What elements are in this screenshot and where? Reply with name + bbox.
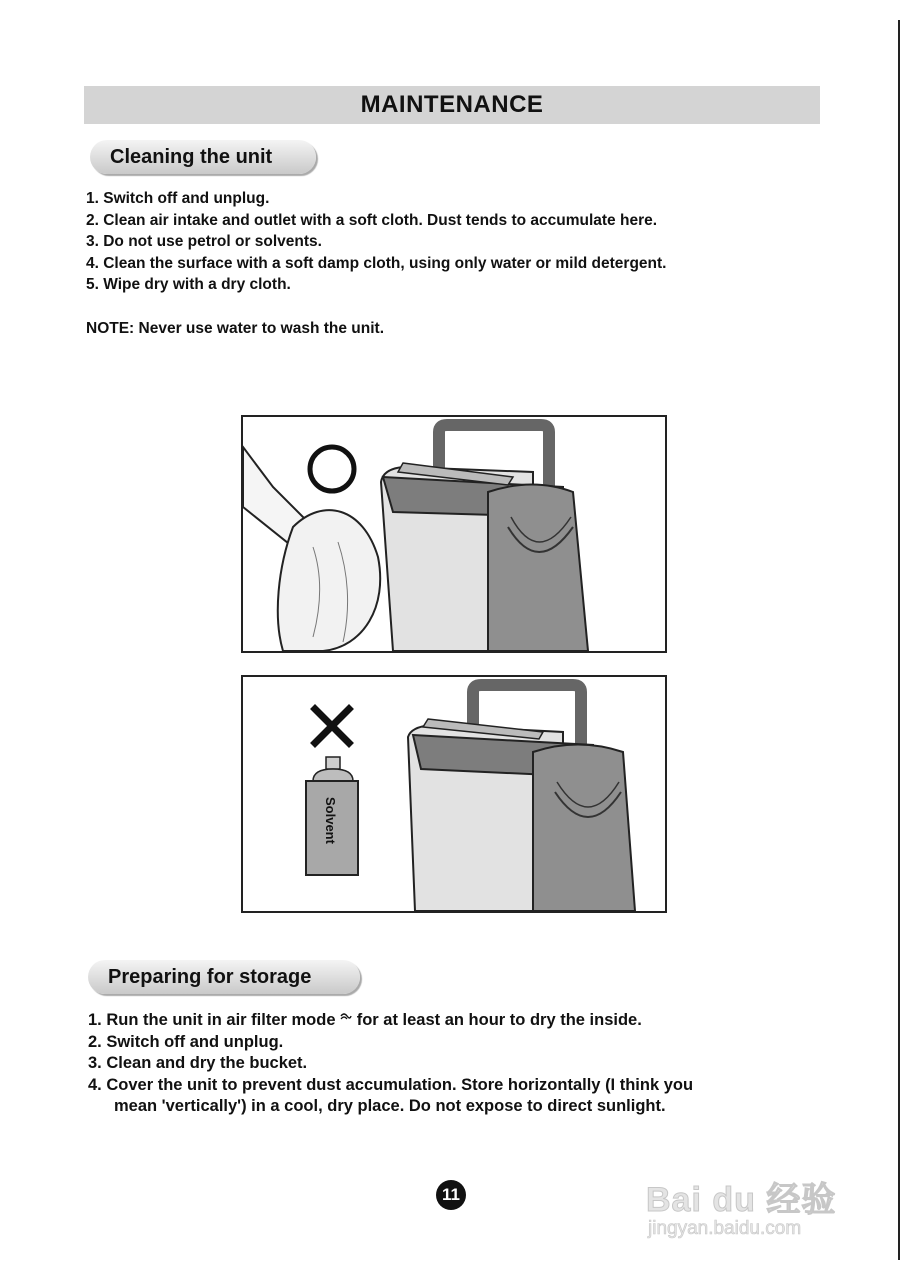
storage-step: 3. Clean and dry the bucket. xyxy=(88,1054,308,1072)
cleaning-step: 5. Wipe dry with a dry cloth. xyxy=(86,276,291,293)
cleaning-step: 1. Switch off and unplug. xyxy=(86,190,270,207)
page-edge-rule xyxy=(898,20,900,1260)
air-filter-mode-icon xyxy=(340,1010,352,1022)
illustration-cloth-ok xyxy=(241,415,667,653)
section-heading-storage: Preparing for storage xyxy=(88,960,360,994)
illustration-solvent-no xyxy=(241,675,667,913)
storage-step-text: mean 'vertically') in a cool, dry place. Do not expose to direct sunlight. xyxy=(114,1097,666,1115)
storage-step-text: for at least an hour to dry the inside. xyxy=(352,1011,642,1029)
cleaning-steps-list xyxy=(86,188,816,296)
unit-side-panel xyxy=(488,485,588,652)
watermark-url: jingyan.baidu.com xyxy=(648,1218,802,1239)
storage-step-text: 4. Cover the unit to prevent dust accumulation. Store horizontally (I think you xyxy=(88,1075,694,1094)
forbidden-x-icon xyxy=(315,709,349,743)
baidu-watermark xyxy=(640,1160,860,1250)
title-bar xyxy=(84,86,820,124)
solvent-illustration xyxy=(243,677,665,911)
storage-step: 2. Switch off and unplug. xyxy=(88,1032,284,1051)
cleaning-step: 2. Clean air intake and outlet with a soft cloth. Dust tends to accumulate here. xyxy=(86,211,658,229)
cloth-wiping-illustration xyxy=(243,417,665,651)
page-number: 11 xyxy=(436,1180,466,1210)
watermark-logo-text: Bai du 经验 xyxy=(646,1181,837,1219)
cleaning-step: 3. Do not use petrol or solvents. xyxy=(86,233,322,250)
section-heading-cleaning: Cleaning the unit xyxy=(90,140,316,174)
storage-step xyxy=(88,1010,808,1032)
storage-steps-list xyxy=(88,1010,808,1118)
ok-circle-icon xyxy=(310,447,354,491)
page-title: MAINTENANCE xyxy=(360,91,544,118)
unit-side-panel xyxy=(533,745,635,912)
storage-step xyxy=(88,1075,808,1118)
cloth-icon xyxy=(278,510,380,651)
cleaning-note: NOTE: Never use water to wash the unit. xyxy=(86,320,385,337)
solvent-label: Solvent xyxy=(323,797,338,844)
cleaning-step: 4. Clean the surface with a soft damp cloth, using only water or mild detergent. xyxy=(86,254,667,272)
storage-step-text: 1. Run the unit in air filter mode xyxy=(88,1011,341,1029)
